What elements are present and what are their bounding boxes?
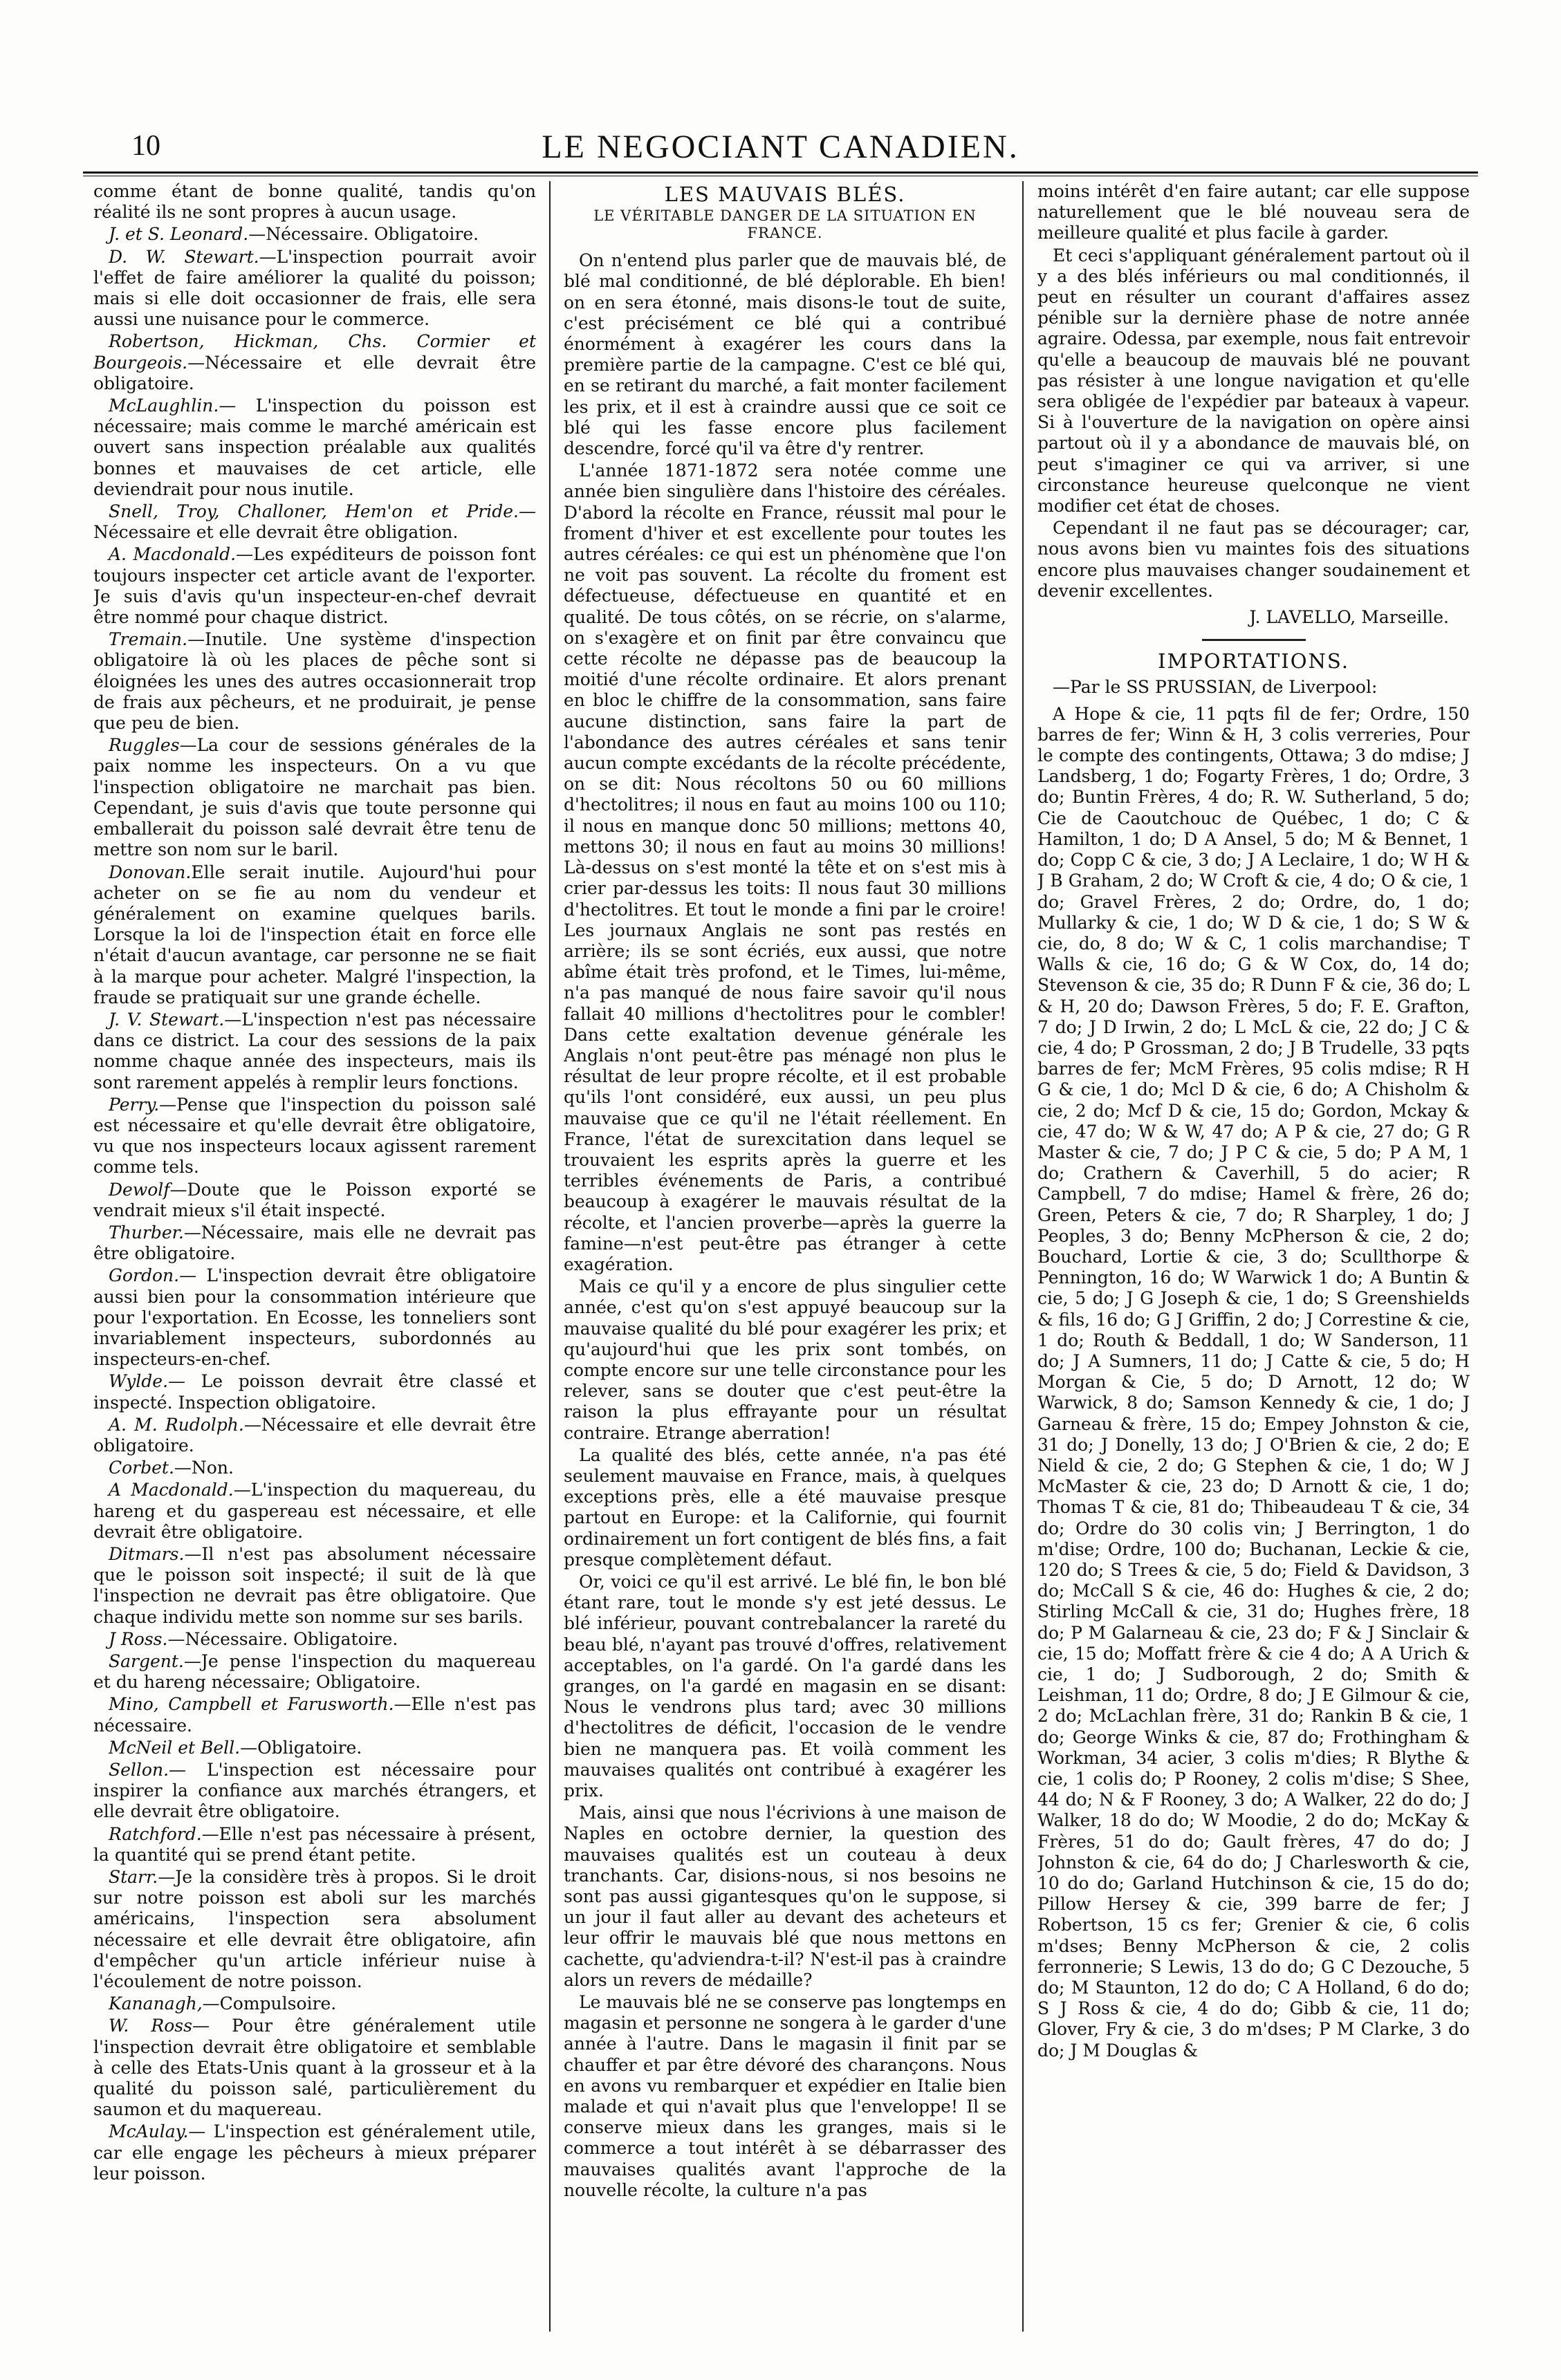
respondent-name: J. et S. Leonard.: [109, 224, 249, 245]
column-mauvais-bles: [564, 181, 1006, 2332]
inspection-opinion: [93, 2016, 536, 2120]
article-paragraph: Cependant il ne faut pas se décourager; car, nous avons bien vu maintes fois des situations encore plus mauvaises changer soudainement et devenir excellentes.: [1037, 518, 1470, 601]
opinion-text: —Je pense l'inspection du maquereau et du hareng nécessaire; Obligatoire.: [93, 1651, 536, 1693]
respondent-name: McNeil et Bell.: [109, 1737, 241, 1758]
respondent-name: Wylde.: [109, 1371, 169, 1392]
inspection-opinion: [93, 629, 536, 734]
respondent-name: Tremain.: [109, 629, 188, 650]
inspection-opinion: [93, 2121, 536, 2184]
article-paragraph: L'année 1871-1872 sera notée comme une année bien singulière dans l'histoire des céréales. D'abord la récolte en France, réussit mal pour le froment d'hiver et est excellente pour toutes les autres céréales: ce qui est un phénomène que l'on ne voit pas souvent. La récolte du froment est défectueuse, défectueuse en quantité et en qualité. De tous côtés, on se récrie, on s'alarme, on s'exagère et on finit par être convaincu que cette récolte ne dépasse pas de beaucoup la moitié d'une récolte ordinaire. Et alors prenant en bloc le chiffre de la consommation, sans faire aucune distinction, sans faire la part de l'abondance des autres céréales et sans tenir aucun compte excédants de la récolte précédente, on se dit: Nous récoltons 50 ou 60 millions d'hectolitres; il nous en faut au moins 100 ou 110; il nous en manque donc 50 millions; mettons 40, mettons 30; il nous en faut au moins 30 millions! Là-dessus on s'est monté la tête et on s'est mis à crier par-dessus les toits: Il nous faut 30 millions d'hectolitres. Et tout le monde a fini par le croire! Les journaux Anglais ne sont pas restés en arrière; ils se sont écriés, eux aussi, que notre abîme était très profond, et le Times, lui-même, n'a pas manqué de nous faire savoir qu'il nous fallait 40 millions d'hectolitres pour le combler! Dans cette exaltation devenue générale les Anglais n'ont peut-être pas ménagé non plus le résultat de leur propre récolte, et il est probable qu'ils l'ont considéré, eux aussi, un peu plus mauvaise que ce qu'il ne l'était réellement. En France, l'état de surexcitation dans lequel se trouvaient les esprits après la guerre et les terribles événements de Paris, a contribué beaucoup à exagérer le mauvais résultat de la récolte, et l'ancien proverbe—après la guerre la famine—n'est peut-être pas étranger à cette exagération.: [564, 461, 1006, 1274]
article-paragraph: La qualité des blés, cette année, n'a pas été seulement mauvaise en France, mais, à quelques exceptions près, elle a été mauvaise presque partout en Europe: et la Californie, qui fournit ordinairement un fort contigent de blés fins, a fait presque complètement défaut.: [564, 1444, 1006, 1570]
inspection-opinion: [93, 1629, 536, 1650]
opinion-text: —Compulsoire.: [202, 1993, 337, 2014]
header-rule: [83, 171, 1478, 174]
inspection-opinion: [93, 331, 536, 394]
respondent-name: McAulay.: [109, 2121, 189, 2142]
opinion-text: —Les expéditeurs de poisson font toujours inspecter cet article avant de l'exporter. Je suis d'avis qu'un inspecteur-en-chef devrait être nommé pour chaque district.: [93, 544, 536, 628]
opinion-text: —L'inspection du maquereau, du hareng et du gaspereau est nécessaire, et elle devrait être obligatoire.: [93, 1480, 536, 1542]
opinion-text: —Doute que le Poisson exporté se vendrait mieux s'il était inspecté.: [93, 1179, 536, 1220]
opinion-text: —Non.: [174, 1458, 234, 1478]
opinion-text: — L'inspection est généralement utile, car elle engage les pêcheurs à mieux préparer leur poisson.: [93, 2121, 536, 2184]
article-paragraph: On n'entend plus parler que de mauvais blé, de blé mal conditionné, de blé déplorable. Eh bien! on en sera étonné, mais disons-le tout de suite, c'est précisément ce blé qui a contribué énormément à exagérer les cours dans la première partie de la campagne. C'est ce blé qui, en se retirant du marché, a fait monter facilement les prix, et il est à craindre aussi que ce soit ce blé qui les fasse encore plus facilement descendre, forcé qu'il va être d'y rentrer.: [564, 250, 1006, 459]
respondent-name: D. W. Stewart.: [109, 246, 259, 267]
opinion-text: —Elle n'est pas nécessaire.: [93, 1694, 536, 1736]
respondent-name: Corbet.: [109, 1458, 174, 1478]
inspection-opinion: [93, 1738, 536, 1758]
article-paragraph: Mais ce qu'il y a encore de plus singulier cette année, c'est qu'on s'est appuyé beaucoup sur la mauvaise qualité du blé pour exagérer les prix; et qu'aujourd'hui que les prix sont tombés, on compte encore sur une telle circonstance pour les relever, sans se douter que c'est peut-être la raison la plus effrayante pour un résultat contraire. Etrange aberration!: [564, 1276, 1006, 1443]
section-divider: [1202, 639, 1306, 641]
opinion-text: —Nécessaire et elle devrait être obligatoire.: [93, 352, 536, 393]
article-paragraph: Mais, ainsi que nous l'écrivions à une maison de Naples en octobre dernier, la question des mauvaises qualités est un couteau à deux tranchants. Car, disions-nous, si nos besoins ne sont pas aussi gigantesques qu'on le suppose, si un jour il faut aller au devant des acheteurs et leur offrir le mauvais blé que nous mettons en cachette, qu'adviendra-t-il? N'est-il pas à craindre alors un revers de médaille?: [564, 1803, 1006, 1990]
respondent-name: McLaughlin.: [109, 396, 219, 416]
opinion-text: — L'inspection du poisson est nécessaire; mais comme le marché américain est ouvert sans inspection préalable aux qualités bonnes et mauvaises de cet article, elle deviendrait pour nous inutile.: [93, 396, 536, 499]
column-separator: [549, 181, 551, 2332]
opinion-text: —Nécessaire et elle devrait être obligation.: [93, 501, 536, 543]
opinion-text: —Elle n'est pas nécessaire à présent, la quantité qui se prend étant petite.: [93, 1823, 536, 1865]
respondent-name: Sellon.: [109, 1760, 169, 1781]
article-heading: LES MAUVAIS BLÉS.: [664, 183, 906, 206]
inspection-opinion: [93, 1371, 536, 1413]
respondent-name: Ratchford.: [109, 1823, 202, 1844]
inspection-opinion: [93, 1694, 536, 1736]
inspection-opinion: [93, 1222, 536, 1264]
opinion-text: —L'inspection n'est pas nécessaire dans ce district. La cour des sessions de la paix nomme chaque année des inspecteurs, mais ils sont rarement appelés à remplir leurs fonctions.: [93, 1009, 536, 1093]
opinion-text: — L'inspection devrait être obligatoire aussi bien pour la consommation intérieure que pour l'exportation. En Ecosse, les tonneliers sont invariablement inspecteurs, subordonnés au inspecteurs-en-chef.: [93, 1265, 536, 1370]
opinion-text: — L'inspection est nécessaire pour inspirer la confiance aux marchés étrangers, et elle devrait être obligatoire.: [93, 1760, 536, 1822]
respondent-name: Donovan.: [109, 862, 192, 882]
inspection-opinion: [93, 396, 536, 500]
respondent-name: J Ross.: [109, 1628, 168, 1649]
article-subheading: LE VÉRITABLE DANGER DE LA SITUATION EN FRANCE.: [593, 207, 977, 242]
inspection-opinion: [93, 1180, 536, 1221]
inspection-opinion: [93, 181, 536, 223]
inspection-opinion: [93, 224, 536, 245]
inspection-opinion: [93, 1651, 536, 1693]
opinion-text: —Nécessaire. Obligatoire.: [248, 224, 479, 245]
respondent-name: Sargent.: [109, 1651, 184, 1672]
inspection-opinion: [93, 1095, 536, 1178]
respondent-name: Ruggles: [109, 735, 180, 756]
inspection-opinion: [93, 735, 536, 860]
respondent-name: A. M. Rudolph.: [109, 1414, 244, 1435]
newspaper-title: LE NEGOCIANT CANADIEN.: [542, 129, 1019, 165]
opinion-text: —Pense que l'inspection du poisson salé est nécessaire et qu'elle devrait être obligatoire, vu que nos inspecteurs locaux agissent rarement comme tels.: [93, 1094, 536, 1178]
masthead: [83, 121, 1478, 169]
imports-subheading: —Par le SS PRUSSIAN, de Liverpool:: [1053, 677, 1378, 698]
inspection-opinion: [93, 1480, 536, 1543]
imports-heading: IMPORTATIONS.: [1158, 649, 1349, 673]
opinion-text: —Nécessaire, mais elle ne devrait pas être obligatoire.: [93, 1222, 536, 1264]
opinion-text: —Inutile. Une système d'inspection obligatoire là où les places de pêche sont si éloignées les unes des autres occasionnerait trop de frais aux pêcheurs, et ne produirait, je pense que peu de bien.: [93, 629, 536, 734]
inspection-opinion: [93, 1544, 536, 1628]
respondent-name: Dewolf: [109, 1179, 170, 1200]
respondent-name: Gordon.: [109, 1265, 180, 1286]
inspection-opinion: [93, 501, 536, 543]
opinion-text: —Nécessaire et elle devrait être obligatoire.: [93, 1414, 536, 1456]
inspection-opinion: [93, 1867, 536, 1992]
article-paragraph: Le mauvais blé ne se conserve pas longtemps en magasin et personne ne songera à le garder d'une année à l'autre. Dans le magasin il finit par se chauffer et par être dévoré des charançons. Nous en avons vu rembarquer et expédier en Italie bien malade et qui n'avait plus que l'enveloppe! Il se conserve mieux dans les granges, mais si le commerce a tout intérêt à se débarrasser des mauvaises qualités avant l'approche de la nouvelle récolte, la culture n'a pas: [564, 1992, 1006, 2200]
page-number: 10: [131, 130, 160, 162]
opinion-text: —Il n'est pas absolument nécessaire que le poisson soit inspecté; il suit de là que l'inspection ne devrait pas être obligatoire. Que chaque individu mette son nomme sur ses barils.: [93, 1544, 536, 1627]
respondent-name: Kananagh,: [109, 1993, 203, 2014]
inspection-opinion: [93, 1010, 536, 1093]
opinion-text: Elle serait inutile. Aujourd'hui pour acheter on se fie au nom du vendeur et généralement on examine quelques barils. Lorsque la loi de l'inspection était en force elle n'était d'aucun avantage, car personne ne se fiait à la marque pour acheter. Malgré l'inspection, la fraude se pratiquait sur une grande échelle.: [93, 862, 536, 1007]
opinion-text: —Nécessaire. Obligatoire.: [167, 1628, 398, 1649]
opinion-text: —Je la considère très à propos. Si le droit sur notre poisson est aboli sur les marchés américains, l'inspection sera absolument nécessaire et elle devrait être obligatoire, afin d'empêcher qu'un article inférieur nuise à l'écoulement de notre poisson.: [93, 1867, 536, 1992]
inspection-opinion: [93, 247, 536, 331]
inspection-opinion: [93, 1458, 536, 1478]
respondent-name: Perry.: [109, 1094, 160, 1115]
opinion-text: — Le poisson devrait être classé et inspecté. Inspection obligatoire.: [93, 1371, 536, 1413]
inspection-opinion: [93, 1265, 536, 1370]
column-importations: [1037, 181, 1470, 2332]
opinion-text: — Pour être généralement utile l'inspection devrait être obligatoire et semblable à celle des Etats-Unis quant à la grosseur et à la qualité du poisson salé, particulièrement du saumon et du maquereau.: [93, 2016, 536, 2120]
respondent-name: Snell, Troy, Challoner, Hem'on et Pride.: [109, 501, 519, 522]
respondent-name: J. V. Stewart.: [109, 1009, 225, 1030]
column-separator: [1022, 181, 1024, 2332]
article-paragraph: Or, voici ce qu'il est arrivé. Le blé fin, le bon blé étant rare, tout le monde s'y est jeté dessus. Le blé inférieur, pouvant contrebalancer la rareté du beau blé, n'ayant pas trouvé d'offres, relativement acceptables, on l'a gardé. On l'a gardé dans les granges, on l'a gardé en magasin en se disant: Nous le vendrons plus tard; avec 30 millions d'hectolitres de déficit, l'occasion de le vendre bien ne manquera pas. Et voilà comment les mauvaises qualités ont contribué à exagérer les prix.: [564, 1572, 1006, 1801]
respondent-name: Mino, Campbell et Farusworth.: [109, 1694, 394, 1715]
article-paragraph: moins intérêt d'en faire autant; car elle suppose naturellement que le blé nouveau sera de meilleure qualité et plus facile à garder.: [1037, 181, 1470, 243]
respondent-name: Thurber.: [109, 1222, 184, 1243]
inspection-opinion: [93, 1760, 536, 1823]
respondent-name: A. Macdonald.: [109, 544, 237, 565]
opinion-text: —L'inspection pourrait avoir l'effet de faire améliorer la qualité du poisson; mais si elle doit occasionner de frais, elle sera aussi une nuisance pour le commerce.: [93, 246, 536, 330]
article-signature: J. LAVELLO, Marseille.: [1249, 607, 1449, 628]
imports-list: A Hope & cie, 11 pqts fil de fer; Ordre, 150 barres de fer; Winn & H, 3 colis verreries, Pour le compte des contingents, Ottawa; 3 do mdise; J Landsberg, 1 do; Fogarty Frères, 1 do; Ordre, 3 do; Buntin Frères, 4 do; R. W. Sutherland, 5 do; Cie de Caoutchouc de Québec, 1 do; C & Hamilton, 1 do; D A Ansel, 5 do; M & Bennet, 1 do; Copp C & cie, 3 do; J A Leclaire, 1 do; W H & J B Graham, 2 do; W Croft & cie, 4 do; O & cie, 1 do; Gravel Frères, 2 do; Ordre, do, 1 do; Mullarky & cie, 1 do; W D & cie, 1 do; S W & cie, do, 8 do; W & C, 1 colis marchandise; T Walls & cie, 16 do; G & W Cox, do, 14 do; Stevenson & cie, 35 do; R Dunn F & cie, 36 do; L & H, 20 do; Dawson Frères, 5 do; F. E. Grafton, 7 do; J D Irwin, 2 do; L McL & cie, 22 do; J C & cie, 4 do; P Grossman, 2 do; J B Trudelle, 33 pqts barres de fer; McM Frères, 95 colis mdise; R H G & cie, 1 do; Mcl D & cie, 6 do; A Chisholm & cie, 2 do; Mcf D & cie, 15 do; Gordon, Mckay & cie, 47 do; W & W, 47 do; A P & cie, 27 do; G R Master & cie, 7 do; J P C & cie, 5 do; P A M, 1 do; Crathern & Caverhill, 5 do acier; R Campbell, 7 do mdise; Hamel & frère, 26 do; Green, Peters & cie, 7 do; R Sharpley, 1 do; J Peoples, 3 do; Benny McPherson & cie, 2 do; Bouchard, Lortie & cie, 3 do; Scullthorpe & Pennington, 16 do; W Warwick 1 do; A Buntin & cie, 5 do; J G Joseph & cie, 1 do; S Greenshields & fils, 16 do; G J Griffin, 2 do; J Correstine & cie, 1 do; Routh & Beddall, 1 do; W Sanderson, 11 do; J A Sumners, 11 do; J Catte & cie, 5 do; H Morgan & Cie, 5 do; D Arnott, 12 do; W Warwick, 8 do; Samson Kennedy & cie, 1 do; J Garneau & frère, 15 do; Empey Johnston & cie, 31 do; J Donelly, 13 do; J O'Brien & cie, 2 do; E Nield & cie, 2 do; G Stephen & cie, 1 do; W J McMaster & cie, 23 do; D Arnott & cie, 1 do; Thomas T & cie, 81 do; Thibeaudeau T & cie, 34 do; Ordre do 30 colis vin; J Berrington, 1 do m'dise; Ordre, 100 do; Buchanan, Leckie & cie, 120 do; S Trees & cie, 5 do; Field & Davidson, 3 do; McCall S & cie, 46 do: Hughes & cie, 2 do; Stirling McCall & cie, 31 do; Hughes frère, 18 do; P M Galarneau & cie, 23 do; F & J Sinclair & cie, 15 do; Moffatt frère & cie 4 do; A A Urich & cie, 1 do; J Sudborough, 2 do; Smith & Leishman, 11 do; Ordre, 8 do; J E Gilmour & cie, 2 do; McLachlan frère, 31 do; Rankin B & cie, 1 do; George Winks & cie, 87 do; Frothingham & Workman, 34 acier, 3 colis m'dies; R Blythe & cie, 1 colis do; P Rooney, 2 colis m'dise; S Shee, 44 do; N & F Rooney, 3 do; A Walker, 22 do do; J Walker, 18 do do; W Moodie, 2 do do; McKay & Frères, 51 do do; Gault frères, 47 do do; J Johnston & cie, 64 do do; J Charlesworth & cie, 10 do do; Garland Hutchinson & cie, 15 do do; Pillow Hersey & cie, 399 barre de fer; J Robertson, 15 cs fer; Grenier & cie, 6 colis m'dses; Benny McPherson & cie, 2 colis ferronnerie; S Lewis, 13 do do; G C Dezouche, 5 do; M Staunton, 12 do do; C A Holland, 6 do do; S J Ross & cie, 4 do do; Gibb & cie, 11 do; Glover, Fry & cie, 3 do m'dses; P M Clarke, 3 do do; J M Douglas &: [1037, 703, 1470, 2061]
inspection-opinion: [93, 1415, 536, 1456]
respondent-name: Ditmars.: [109, 1544, 185, 1564]
article-paragraph: Et ceci s'appliquant généralement partout où il y a des blés inférieurs ou mal conditionnés, il peut en résulter un courant d'affaires assez pénible sur la dernière phase de notre année agraire. Odessa, par exemple, nous fait entrevoir qu'elle a beaucoup de mauvais blé ne pouvant pas résister à une longue navigation et qu'elle sera obligée de l'expédier par bateaux à vapeur. Si à l'ouverture de la navigation on opère ainsi partout où il y a abondance de mauvais blé, on peut s'imaginer ce qui va arriver, si une circonstance heureuse quelconque ne vient modifier cet état de choses.: [1037, 245, 1470, 517]
inspection-opinion: [93, 862, 536, 1008]
inspection-opinion: [93, 1993, 536, 2014]
opinion-text: comme étant de bonne qualité, tandis qu'on réalité ils ne sont propres à aucun usage.: [93, 181, 536, 223]
column-fish-inspection: [93, 181, 536, 2332]
respondent-name: Robertson, Hickman, Chs. Cormier et Bourgeois.: [93, 331, 536, 373]
inspection-opinion: [93, 1824, 536, 1866]
inspection-opinion: [93, 544, 536, 628]
respondent-name: Starr.: [109, 1867, 158, 1888]
opinion-text: —Obligatoire.: [240, 1737, 362, 1758]
respondent-name: W. Ross: [109, 2016, 192, 2036]
respondent-name: A Macdonald.: [109, 1480, 234, 1500]
opinion-text: —La cour de sessions générales de la paix nomme les inspecteurs. On a vu que l'inspection obligatoire ne marchait pas bien. Cependant, je suis d'avis que toute personne qui emballerait du poisson salé devrait être tenu de mettre son nom sur le baril.: [93, 735, 536, 860]
